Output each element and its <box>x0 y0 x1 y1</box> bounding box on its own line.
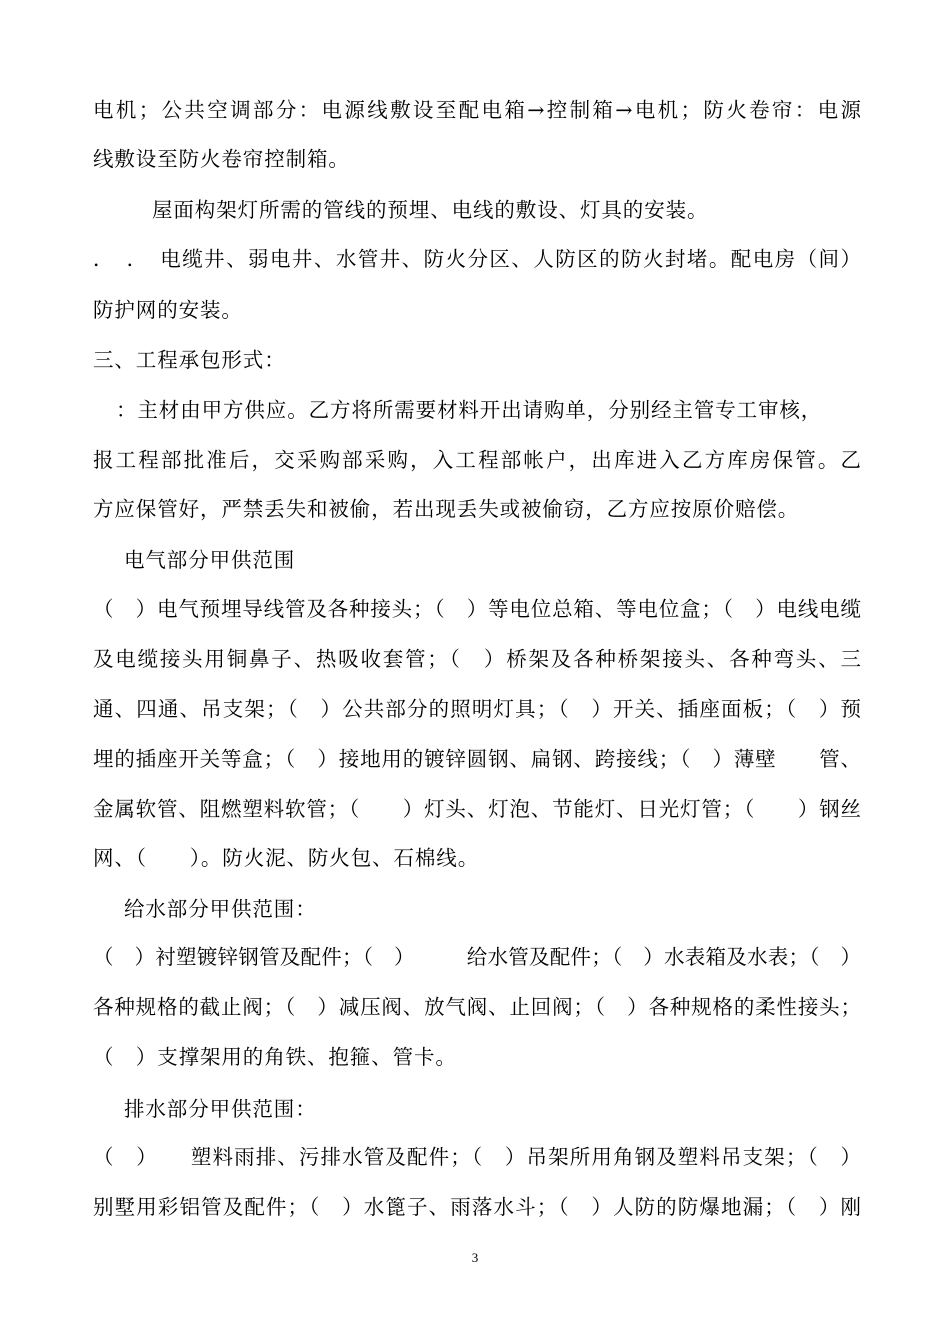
text-line: 通、四通、吊支架；（ ）公共部分的照明灯具；（ ）开关、插座面板；（ ）预 <box>93 697 861 721</box>
text-line: 别墅用彩铝管及配件；（ ）水篦子、雨落水斗；（ ）人防的防爆地漏；（ ）刚 <box>93 1195 861 1219</box>
text-line: 金属软管、阻燃塑料软管；（ ）灯头、灯泡、节能灯、日光灯管；（ ）钢丝 <box>93 797 861 821</box>
text-line: （ ） 塑料雨排、污排水管及配件；（ ）吊架所用角钢及塑料吊支架；（ ） <box>93 1145 861 1169</box>
page-number: 3 <box>471 1250 479 1265</box>
text-line: 埋的插座开关等盒；（ ）接地用的镀锌圆钢、扁钢、跨接线；（ ）薄壁 管、 <box>93 747 861 771</box>
text-line: ． ． 电缆井、弱电井、水管井、防火分区、人防区的防火封堵。配电房（间） <box>93 247 861 271</box>
text-line: 各种规格的截止阀；（ ）减压阀、放气阀、止回阀；（ ）各种规格的柔性接头； <box>93 995 861 1019</box>
text-line: （ ）电气预埋导线管及各种接头；（ ）等电位总箱、等电位盒；（ ）电线电缆 <box>93 597 861 621</box>
text-line: 报工程部批准后，交采购部采购，入工程部帐户，出库进入乙方库房保管。乙 <box>93 448 861 472</box>
text-line: 线敷设至防火卷帘控制箱。 <box>93 147 350 171</box>
text-line: 屋面构架灯所需的管线的预埋、电线的敷设、灯具的安装。 <box>152 198 709 222</box>
text-line: 电机；公共空调部分：电源线敷设至配电箱→控制箱→电机；防火卷帘：电源 <box>93 98 861 122</box>
text-line: 及电缆接头用铜鼻子、热吸收套管；（ ）桥架及各种桥架接头、各种弯头、三 <box>93 647 861 671</box>
section-heading: 三、工程承包形式： <box>93 348 286 372</box>
text-line: ：主材由甲方供应。乙方将所需要材料开出请购单，分别经主管专工审核， <box>116 398 823 422</box>
subsection-heading: 给水部分甲供范围： <box>124 897 317 921</box>
text-line: 方应保管好，严禁丢失和被偷，若出现丢失或被偷窃，乙方应按原价赔偿。 <box>93 497 800 521</box>
text-line: 防护网的安装。 <box>93 298 243 322</box>
subsection-heading: 排水部分甲供范围： <box>124 1097 317 1121</box>
text-line: （ ）衬塑镀锌钢管及配件；（ ） 给水管及配件；（ ）水表箱及水表；（ ） <box>93 945 861 969</box>
subsection-heading: 电气部分甲供范围 <box>124 548 296 572</box>
text-line: 网、（ ）。防火泥、防火包、石棉线。 <box>93 846 480 870</box>
text-line: （ ）支撑架用的角铁、抱箍、管卡。 <box>93 1045 457 1069</box>
